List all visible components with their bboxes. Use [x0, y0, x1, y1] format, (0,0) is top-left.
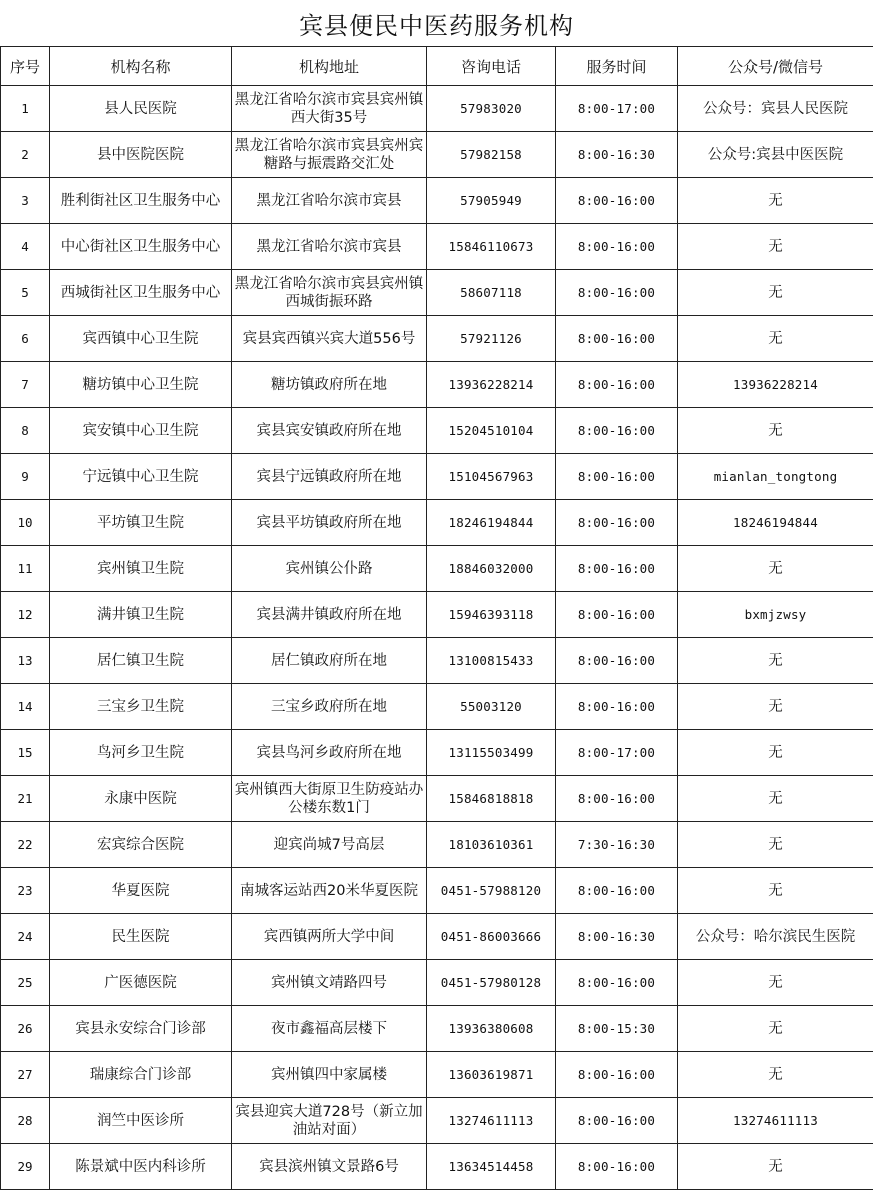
cell-hours: 8:00-16:30 — [556, 914, 678, 960]
cell-phone: 18103610361 — [427, 822, 556, 868]
cell-index: 3 — [1, 178, 50, 224]
cell-address: 三宝乡政府所在地 — [232, 684, 427, 730]
cell-address: 宾县宾安镇政府所在地 — [232, 408, 427, 454]
cell-phone: 57982158 — [427, 132, 556, 178]
cell-index: 9 — [1, 454, 50, 500]
cell-phone: 15846110673 — [427, 224, 556, 270]
cell-name: 宾县永安综合门诊部 — [50, 1006, 232, 1052]
cell-wechat: 无 — [678, 546, 873, 592]
cell-address: 宾县滨州镇文景路6号 — [232, 1144, 427, 1190]
cell-phone: 13634514458 — [427, 1144, 556, 1190]
cell-wechat: 无 — [678, 270, 873, 316]
column-header-wechat: 公众号/微信号 — [678, 47, 873, 86]
table-row — [1, 408, 873, 454]
cell-address: 居仁镇政府所在地 — [232, 638, 427, 684]
cell-index: 11 — [1, 546, 50, 592]
table-title: 宾县便民中医药服务机构 — [0, 0, 873, 46]
cell-index: 25 — [1, 960, 50, 1006]
cell-name: 宾安镇中心卫生院 — [50, 408, 232, 454]
cell-name: 三宝乡卫生院 — [50, 684, 232, 730]
cell-index: 21 — [1, 776, 50, 822]
cell-address: 宾县迎宾大道728号（新立加油站对面） — [232, 1098, 427, 1144]
table-row — [1, 316, 873, 362]
cell-hours: 8:00-16:00 — [556, 638, 678, 684]
cell-phone: 0451-57988120 — [427, 868, 556, 914]
cell-phone: 13274611113 — [427, 1098, 556, 1144]
cell-name: 胜利街社区卫生服务中心 — [50, 178, 232, 224]
cell-address: 黑龙江省哈尔滨市宾县宾州镇西城街振环路 — [232, 270, 427, 316]
cell-index: 14 — [1, 684, 50, 730]
column-header-phone: 咨询电话 — [427, 47, 556, 86]
table-row — [1, 1052, 873, 1098]
cell-name: 居仁镇卫生院 — [50, 638, 232, 684]
cell-phone: 57905949 — [427, 178, 556, 224]
table-row — [1, 960, 873, 1006]
cell-address: 宾县满井镇政府所在地 — [232, 592, 427, 638]
cell-address: 宾县平坊镇政府所在地 — [232, 500, 427, 546]
cell-name: 宏宾综合医院 — [50, 822, 232, 868]
column-header-name: 机构名称 — [50, 47, 232, 86]
cell-phone: 15104567963 — [427, 454, 556, 500]
cell-wechat: 无 — [678, 638, 873, 684]
cell-hours: 8:00-17:00 — [556, 86, 678, 132]
cell-name: 瑞康综合门诊部 — [50, 1052, 232, 1098]
cell-hours: 8:00-16:00 — [556, 960, 678, 1006]
cell-wechat: 18246194844 — [678, 500, 873, 546]
cell-phone: 58607118 — [427, 270, 556, 316]
cell-phone: 0451-86003666 — [427, 914, 556, 960]
cell-name: 华夏医院 — [50, 868, 232, 914]
cell-name: 民生医院 — [50, 914, 232, 960]
cell-name: 鸟河乡卫生院 — [50, 730, 232, 776]
cell-address: 宾州镇西大街原卫生防疫站办公楼东数1门 — [232, 776, 427, 822]
cell-index: 15 — [1, 730, 50, 776]
cell-wechat: 13274611113 — [678, 1098, 873, 1144]
cell-name: 县人民医院 — [50, 86, 232, 132]
table-row — [1, 546, 873, 592]
table-row — [1, 730, 873, 776]
cell-name: 广医德医院 — [50, 960, 232, 1006]
cell-name: 润竺中医诊所 — [50, 1098, 232, 1144]
cell-phone: 55003120 — [427, 684, 556, 730]
cell-wechat: 公众号：哈尔滨民生医院 — [678, 914, 873, 960]
cell-hours: 8:00-16:00 — [556, 868, 678, 914]
cell-address: 黑龙江省哈尔滨市宾县 — [232, 224, 427, 270]
cell-wechat: 无 — [678, 1144, 873, 1190]
table-row — [1, 592, 873, 638]
table-row — [1, 914, 873, 960]
cell-name: 永康中医院 — [50, 776, 232, 822]
cell-phone: 13115503499 — [427, 730, 556, 776]
table-row — [1, 1006, 873, 1052]
cell-index: 4 — [1, 224, 50, 270]
cell-hours: 8:00-16:00 — [556, 546, 678, 592]
cell-hours: 8:00-16:00 — [556, 1144, 678, 1190]
table-row — [1, 1098, 873, 1144]
cell-address: 宾州镇文靖路四号 — [232, 960, 427, 1006]
cell-hours: 8:00-16:00 — [556, 1052, 678, 1098]
table-row — [1, 270, 873, 316]
cell-phone: 18246194844 — [427, 500, 556, 546]
cell-index: 10 — [1, 500, 50, 546]
cell-name: 西城街社区卫生服务中心 — [50, 270, 232, 316]
cell-index: 23 — [1, 868, 50, 914]
cell-wechat: 无 — [678, 960, 873, 1006]
cell-phone: 13603619871 — [427, 1052, 556, 1098]
cell-hours: 8:00-16:00 — [556, 454, 678, 500]
cell-phone: 57921126 — [427, 316, 556, 362]
cell-address: 宾州镇公仆路 — [232, 546, 427, 592]
cell-hours: 7:30-16:30 — [556, 822, 678, 868]
cell-index: 22 — [1, 822, 50, 868]
cell-address: 宾州镇四中家属楼 — [232, 1052, 427, 1098]
table-row — [1, 500, 873, 546]
column-header-hours: 服务时间 — [556, 47, 678, 86]
cell-name: 糖坊镇中心卫生院 — [50, 362, 232, 408]
cell-hours: 8:00-17:00 — [556, 730, 678, 776]
column-header-index: 序号 — [1, 47, 50, 86]
cell-address: 宾县宁远镇政府所在地 — [232, 454, 427, 500]
institution-table — [0, 46, 873, 1190]
cell-phone: 15846818818 — [427, 776, 556, 822]
cell-index: 7 — [1, 362, 50, 408]
cell-phone: 18846032000 — [427, 546, 556, 592]
table-row — [1, 684, 873, 730]
cell-address: 宾县鸟河乡政府所在地 — [232, 730, 427, 776]
cell-wechat: 无 — [678, 1052, 873, 1098]
table-row — [1, 86, 873, 132]
cell-index: 8 — [1, 408, 50, 454]
cell-name: 宾西镇中心卫生院 — [50, 316, 232, 362]
cell-wechat: 无 — [678, 408, 873, 454]
cell-wechat: 无 — [678, 316, 873, 362]
cell-address: 宾县宾西镇兴宾大道556号 — [232, 316, 427, 362]
cell-address: 糖坊镇政府所在地 — [232, 362, 427, 408]
cell-name: 中心街社区卫生服务中心 — [50, 224, 232, 270]
table-row — [1, 362, 873, 408]
table-row — [1, 822, 873, 868]
cell-hours: 8:00-16:00 — [556, 592, 678, 638]
table-row — [1, 454, 873, 500]
cell-index: 1 — [1, 86, 50, 132]
cell-hours: 8:00-16:00 — [556, 776, 678, 822]
cell-name: 陈景斌中医内科诊所 — [50, 1144, 232, 1190]
cell-hours: 8:00-16:00 — [556, 1098, 678, 1144]
cell-index: 13 — [1, 638, 50, 684]
cell-address: 黑龙江省哈尔滨市宾县 — [232, 178, 427, 224]
cell-wechat: 无 — [678, 730, 873, 776]
column-header-address: 机构地址 — [232, 47, 427, 86]
cell-name: 宁远镇中心卫生院 — [50, 454, 232, 500]
cell-wechat: bxmjzwsy — [678, 592, 873, 638]
cell-wechat: 公众号：宾县人民医院 — [678, 86, 873, 132]
cell-name: 满井镇卫生院 — [50, 592, 232, 638]
cell-phone: 13936228214 — [427, 362, 556, 408]
cell-hours: 8:00-15:30 — [556, 1006, 678, 1052]
cell-index: 24 — [1, 914, 50, 960]
cell-address: 黑龙江省哈尔滨市宾县宾州镇西大街35号 — [232, 86, 427, 132]
cell-wechat: 公众号:宾县中医医院 — [678, 132, 873, 178]
cell-wechat: 无 — [678, 776, 873, 822]
cell-index: 2 — [1, 132, 50, 178]
header-row — [1, 47, 873, 86]
table-row — [1, 1144, 873, 1190]
cell-hours: 8:00-16:00 — [556, 316, 678, 362]
cell-hours: 8:00-16:30 — [556, 132, 678, 178]
cell-wechat: 无 — [678, 822, 873, 868]
cell-index: 12 — [1, 592, 50, 638]
cell-address: 夜市鑫福高层楼下 — [232, 1006, 427, 1052]
table-row — [1, 776, 873, 822]
table-row — [1, 868, 873, 914]
cell-wechat: 无 — [678, 684, 873, 730]
cell-index: 6 — [1, 316, 50, 362]
cell-hours: 8:00-16:00 — [556, 362, 678, 408]
cell-wechat: 无 — [678, 1006, 873, 1052]
table-row — [1, 132, 873, 178]
cell-hours: 8:00-16:00 — [556, 684, 678, 730]
cell-wechat: 13936228214 — [678, 362, 873, 408]
cell-address: 南城客运站西20米华夏医院 — [232, 868, 427, 914]
cell-name: 宾州镇卫生院 — [50, 546, 232, 592]
cell-hours: 8:00-16:00 — [556, 178, 678, 224]
table-row — [1, 178, 873, 224]
cell-phone: 57983020 — [427, 86, 556, 132]
cell-address: 黑龙江省哈尔滨市宾县宾州宾糖路与振震路交汇处 — [232, 132, 427, 178]
table-row — [1, 224, 873, 270]
cell-hours: 8:00-16:00 — [556, 224, 678, 270]
cell-name: 县中医院医院 — [50, 132, 232, 178]
cell-phone: 13936380608 — [427, 1006, 556, 1052]
cell-hours: 8:00-16:00 — [556, 270, 678, 316]
cell-address: 宾西镇两所大学中间 — [232, 914, 427, 960]
cell-wechat: 无 — [678, 224, 873, 270]
cell-wechat: mianlan_tongtong — [678, 454, 873, 500]
cell-index: 29 — [1, 1144, 50, 1190]
cell-name: 平坊镇卫生院 — [50, 500, 232, 546]
cell-wechat: 无 — [678, 868, 873, 914]
cell-phone: 15204510104 — [427, 408, 556, 454]
cell-phone: 15946393118 — [427, 592, 556, 638]
cell-address: 迎宾尚城7号高层 — [232, 822, 427, 868]
cell-hours: 8:00-16:00 — [556, 408, 678, 454]
cell-phone: 0451-57980128 — [427, 960, 556, 1006]
cell-index: 27 — [1, 1052, 50, 1098]
cell-index: 26 — [1, 1006, 50, 1052]
cell-phone: 13100815433 — [427, 638, 556, 684]
cell-index: 5 — [1, 270, 50, 316]
cell-wechat: 无 — [678, 178, 873, 224]
cell-hours: 8:00-16:00 — [556, 500, 678, 546]
cell-index: 28 — [1, 1098, 50, 1144]
table-row — [1, 638, 873, 684]
